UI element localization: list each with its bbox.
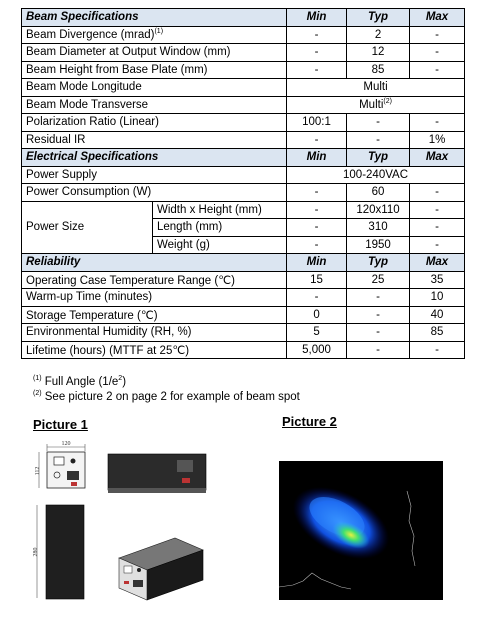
section-title: Beam Specifications bbox=[22, 9, 287, 27]
footnotes bbox=[33, 375, 300, 405]
typ-cell: - bbox=[347, 131, 410, 149]
max-cell: - bbox=[410, 201, 465, 219]
table-row bbox=[22, 184, 465, 202]
table-row bbox=[22, 131, 465, 149]
min-cell: - bbox=[287, 289, 347, 307]
max-cell: - bbox=[410, 184, 465, 202]
min-cell: 15 bbox=[287, 271, 347, 289]
max-cell: 35 bbox=[410, 271, 465, 289]
value-cell: 100-240VAC bbox=[287, 166, 465, 184]
beam-spec-header bbox=[22, 9, 465, 27]
typ-cell: 85 bbox=[347, 61, 410, 79]
typ-cell: 12 bbox=[347, 44, 410, 62]
min-cell: - bbox=[287, 131, 347, 149]
table-row bbox=[22, 114, 465, 132]
power-box-drawing bbox=[25, 440, 215, 610]
typ-cell: 310 bbox=[347, 219, 410, 237]
dim-width: 120 bbox=[61, 441, 71, 447]
min-cell: - bbox=[287, 44, 347, 62]
table-row bbox=[22, 79, 465, 97]
typ-cell: - bbox=[347, 324, 410, 342]
table-row bbox=[22, 271, 465, 289]
typ-cell: 60 bbox=[347, 184, 410, 202]
max-cell: 40 bbox=[410, 306, 465, 324]
max-cell: 10 bbox=[410, 289, 465, 307]
col-max: Max bbox=[410, 149, 465, 167]
min-cell: 5 bbox=[287, 324, 347, 342]
sub-row-label: Width x Height (mm) bbox=[153, 201, 287, 219]
front-view bbox=[35, 441, 85, 488]
table-row bbox=[22, 26, 465, 44]
value-cell: Multi$^{(2)}$ bbox=[287, 96, 465, 114]
spec-table bbox=[21, 8, 465, 359]
typ-cell: - bbox=[347, 289, 410, 307]
row-label: Power Supply bbox=[22, 166, 287, 184]
iso-view bbox=[119, 538, 203, 600]
row-label: Beam Diameter at Output Window (mm) bbox=[22, 44, 287, 62]
col-typ: Typ bbox=[347, 149, 410, 167]
side-view bbox=[108, 454, 206, 493]
row-label: Environmental Humidity (RH, %) bbox=[22, 324, 287, 342]
section-title: Electrical Specifications bbox=[22, 149, 287, 167]
sub-row-label: Length (mm) bbox=[153, 219, 287, 237]
row-label: Warm-up Time (minutes) bbox=[22, 289, 287, 307]
row-label: Beam Divergence (mrad)$^{(1)}$ bbox=[22, 26, 287, 44]
max-cell: - bbox=[410, 26, 465, 44]
col-min: Min bbox=[287, 254, 347, 272]
max-cell: 85 bbox=[410, 324, 465, 342]
dim-length: 280 bbox=[33, 547, 39, 557]
row-label: Beam Mode Longitude bbox=[22, 79, 287, 97]
col-typ: Typ bbox=[347, 9, 410, 27]
table-row bbox=[22, 44, 465, 62]
picture1-title: Picture 1 bbox=[33, 417, 88, 432]
min-cell: 5,000 bbox=[287, 341, 347, 359]
max-cell: - bbox=[410, 219, 465, 237]
table-row bbox=[22, 201, 465, 219]
col-min: Min bbox=[287, 9, 347, 27]
max-cell: 1% bbox=[410, 131, 465, 149]
table-row bbox=[22, 96, 465, 114]
row-label: Lifetime (hours) (MTTF at 25℃) bbox=[22, 341, 287, 359]
reliability-header bbox=[22, 254, 465, 272]
col-min: Min bbox=[287, 149, 347, 167]
top-view bbox=[33, 505, 84, 599]
table-row bbox=[22, 61, 465, 79]
section-title: Reliability bbox=[22, 254, 287, 272]
min-cell: 0 bbox=[287, 306, 347, 324]
typ-cell: - bbox=[347, 114, 410, 132]
footnote: $^{(2)}$ See picture 2 on page 2 for example of beam spot bbox=[33, 390, 300, 403]
row-label: Beam Height from Base Plate (mm) bbox=[22, 61, 287, 79]
col-max: Max bbox=[410, 254, 465, 272]
col-typ: Typ bbox=[347, 254, 410, 272]
min-cell: - bbox=[287, 236, 347, 254]
typ-cell: 2 bbox=[347, 26, 410, 44]
power-size-label: Power Size bbox=[22, 201, 153, 254]
min-cell: - bbox=[287, 184, 347, 202]
picture2-title: Picture 2 bbox=[282, 414, 337, 429]
min-cell: 100:1 bbox=[287, 114, 347, 132]
max-cell: - bbox=[410, 61, 465, 79]
min-cell: - bbox=[287, 26, 347, 44]
max-cell: - bbox=[410, 44, 465, 62]
typ-cell: 25 bbox=[347, 271, 410, 289]
row-label: Polarization Ratio (Linear) bbox=[22, 114, 287, 132]
min-cell: - bbox=[287, 219, 347, 237]
col-max: Max bbox=[410, 9, 465, 27]
table-row bbox=[22, 324, 465, 342]
beam-spot-image bbox=[279, 461, 443, 600]
typ-cell: - bbox=[347, 306, 410, 324]
row-label: Residual IR bbox=[22, 131, 287, 149]
typ-cell: - bbox=[347, 341, 410, 359]
min-cell: - bbox=[287, 201, 347, 219]
table-row bbox=[22, 306, 465, 324]
row-label: Storage Temperature (℃) bbox=[22, 306, 287, 324]
typ-cell: 120x110 bbox=[347, 201, 410, 219]
table-row bbox=[22, 341, 465, 359]
max-cell: - bbox=[410, 114, 465, 132]
max-cell: - bbox=[410, 341, 465, 359]
row-label: Operating Case Temperature Range (℃) bbox=[22, 271, 287, 289]
footnote: $^{(1)}$ Full Angle $(1/e^2)$ bbox=[33, 375, 127, 388]
value-cell: Multi bbox=[287, 79, 465, 97]
electrical-spec-header bbox=[22, 149, 465, 167]
table-row bbox=[22, 289, 465, 307]
table-row bbox=[22, 166, 465, 184]
row-label: Power Consumption (W) bbox=[22, 184, 287, 202]
min-cell: - bbox=[287, 61, 347, 79]
dim-height: 112 bbox=[35, 466, 41, 476]
row-label: Beam Mode Transverse bbox=[22, 96, 287, 114]
sub-row-label: Weight (g) bbox=[153, 236, 287, 254]
typ-cell: 1950 bbox=[347, 236, 410, 254]
max-cell: - bbox=[410, 236, 465, 254]
